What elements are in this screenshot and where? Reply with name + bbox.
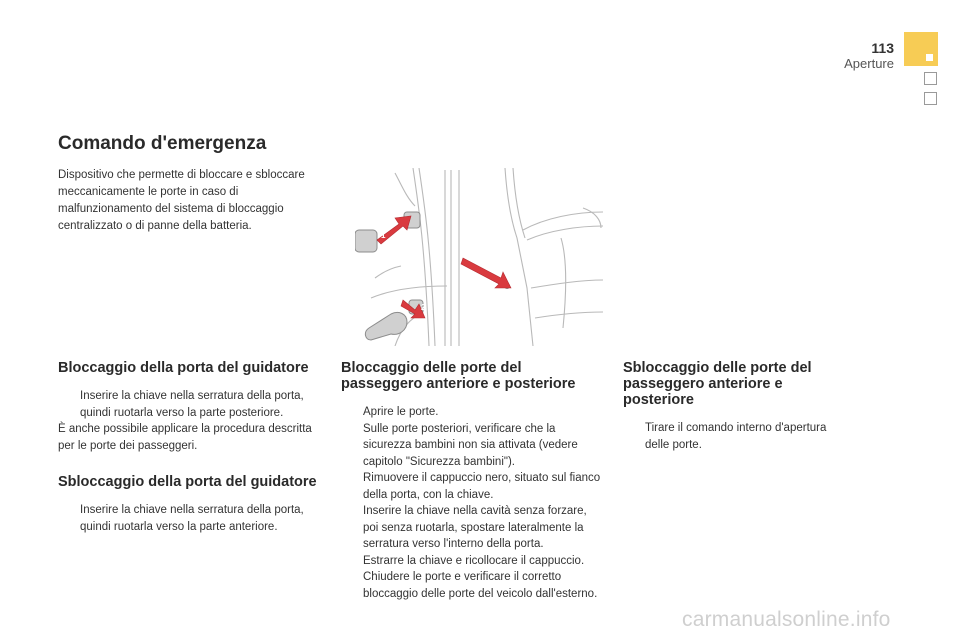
- steps-lock-driver: [58, 388, 320, 421]
- watermark: carmanualsonline.info: [682, 608, 891, 631]
- list-item: Sulle porte posteriori, verificare che la sicurezza bambini non sia attivata (vedere capitolo "Sicurezza bambini").: [363, 422, 578, 468]
- column-passenger-lock: [341, 360, 605, 602]
- section-name: Aperture: [844, 56, 894, 71]
- tab-square-icon: [926, 54, 933, 61]
- page-title: Comando d'emergenza: [58, 133, 267, 154]
- list-item: Rimuovere il cappuccio nero, situato sul fianco della porta, con la chiave.: [363, 472, 601, 501]
- heading-unlock-passenger: Sbloccaggio delle porte del passeggero anteriore e posteriore: [623, 360, 812, 408]
- callout-1: 1: [381, 231, 386, 240]
- list-item: Estrarre la chiave e ricollocare il cappuccio.: [363, 554, 585, 567]
- list-item: Inserire la chiave nella cavità senza forzare, poi senza ruotarla, spostare lateralmente la serratura verso l'interno della porta.: [363, 505, 587, 550]
- heading-unlock-driver: Sbloccaggio della porta del guidatore: [58, 474, 317, 490]
- door-lock-illustration: [355, 168, 603, 346]
- chapter-tab[interactable]: [924, 92, 937, 105]
- callout-2: 2: [421, 303, 426, 312]
- chapter-tab[interactable]: [924, 72, 937, 85]
- page-header: [844, 40, 894, 71]
- list-item: Aprire le porte.: [363, 406, 439, 418]
- list-item: Inserire la chiave nella serratura della porta, quindi ruotarla verso la parte posteriore.: [80, 390, 304, 419]
- column-passenger-unlock: [623, 360, 853, 453]
- steps-lock-passenger: [341, 404, 605, 602]
- column-driver-door: [58, 360, 320, 535]
- chapter-tab-active[interactable]: [904, 32, 938, 66]
- note-text: È anche possibile applicare la procedura descritta per le porte dei passeggeri.: [58, 423, 312, 452]
- list-item: Tirare il comando interno d'apertura delle porte.: [645, 422, 827, 451]
- steps-unlock-passenger: [623, 420, 853, 453]
- list-item: Inserire la chiave nella serratura della porta, quindi ruotarla verso la parte anteriore.: [80, 504, 304, 533]
- steps-unlock-driver: [58, 502, 320, 535]
- heading-lock-driver: Bloccaggio della porta del guidatore: [58, 360, 309, 376]
- page-number: 113: [871, 40, 894, 56]
- intro-text: Dispositivo che permette di bloccare e sbloccare meccanicamente le porte in caso di malfunzionamento del sistema di bloccaggio centralizzato o di panne della batteria.: [58, 169, 305, 232]
- list-item: Chiudere le porte e verificare il corretto bloccaggio delle porte del veicolo dall'esterno.: [363, 571, 598, 600]
- heading-lock-passenger: Bloccaggio delle porte del passeggero anteriore e posteriore: [341, 360, 576, 392]
